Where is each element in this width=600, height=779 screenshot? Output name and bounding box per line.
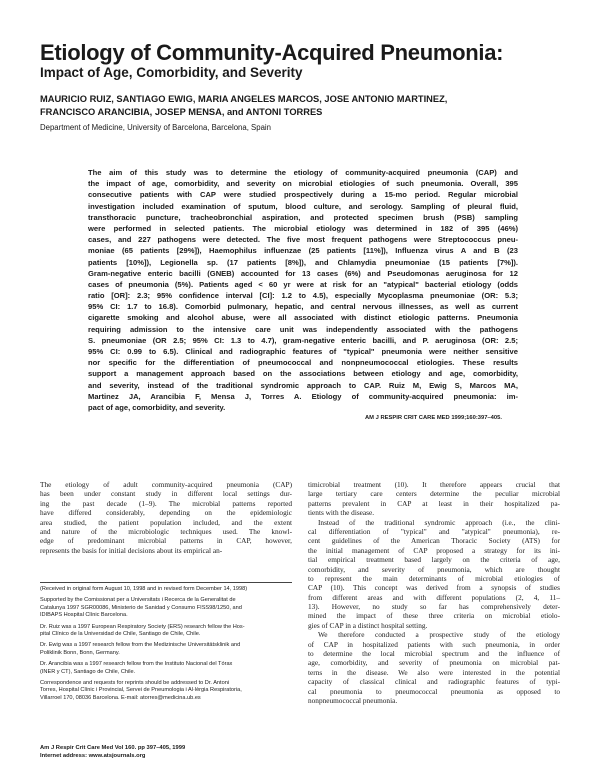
abstract-line: ratio [OR]: 2.3; 95% confidence interval [CI]: 1.2 to 4.5), especially Mycoplasma pneumoniae (OR: 5.3; (88, 291, 518, 301)
article-subtitle: Impact of Age, Comorbidity, and Severity (40, 65, 303, 80)
article-title: Etiology of Community-Acquired Pneumonia: (40, 40, 504, 65)
body-line: tients with the disease. (308, 508, 375, 518)
abstract-line: support a management approach based on the associations between etiology and age, comorbidity, (88, 369, 518, 379)
body-line: CAP (10). This concept was derived from a synopsis of studies (308, 583, 560, 593)
body-line: The etiology of adult community-acquired pneumonia (CAP) (40, 480, 292, 489)
body-line: 13). However, no study so far has comprehensively deter- (308, 602, 560, 612)
body-line: area studied, the patient population included, and the extent (40, 517, 292, 527)
footnote-line: IDIBAPS Hospital Clínic Barcelona. (40, 612, 128, 619)
abstract-line: cases, and 227 pathogens were detected. The five most frequent pathogens were Streptococcus pneu- (88, 235, 518, 245)
journal-url: Internet address: www.atsjournals.org (40, 752, 146, 759)
footnote (40, 586, 292, 593)
footnote-line: Supported by the Comissionat per a Universitats i Recerca de la Generalitat de (40, 597, 236, 604)
footnote (40, 624, 292, 639)
body-line: Instead of the traditional syndromic approach (i.e., the clini- (318, 517, 560, 527)
abstract-line: consecutive patients with CAP were studied prospectively during a 15-mo period. Regular microbial (88, 190, 518, 200)
abstract-line: transthoracic puncture, tracheobronchial aspiration, and protected specimen brush (PSB) sampling (88, 212, 518, 222)
footnote (40, 597, 292, 619)
footnote-line: Dr. Arancibia was a 1997 research fellow from the Instituto Nacional del Tórax (40, 661, 233, 668)
abstract-line: moniae (65 patients [29%]), Haemophilus influenzae (25 patients [11%]), Influenza virus A and B (23 (88, 246, 518, 256)
footnote-line: Catalunya 1997 SGR00086, Ministerio de Sanidad y Consumo FISS98/1250, and (40, 604, 242, 611)
abstract-line: and severity, instead of the traditional syndromic approach to CAP. Ruiz M, Ewig S, Marcos MA, (88, 380, 518, 390)
body-line: large tertiary care centers determine the peculiar microbial (308, 489, 560, 499)
body-line: cal differentiation of "typical" and "atypical" pneumonia), re- (308, 526, 560, 536)
footnote-line: Torres, Hospital Clínic i Provincial, Servei de Pneumologia i Al·lèrgia Respiratoria, (40, 687, 242, 694)
abstract-line: the impact of age, comorbidity, and severity on microbial etiologies of such pneumonia. Overall, 395 (88, 179, 518, 189)
body-line: has been under constant study in different local settings dur- (40, 489, 292, 499)
abstract-line: patients [10%]), Legionella sp. (17 patients [8%]), and Chlamydia pneumoniae (15 patients [7%]). (88, 257, 518, 267)
abstract-line: were performed in selected patients. The microbial etiology was determined in 182 of 395 (46%) (88, 223, 518, 233)
footnote-line: Dr. Ruiz was a 1997 European Respiratory Society (ERS) research fellow the Hos- (40, 623, 245, 630)
footnote-line: Dr. Ewig was a 1997 research fellow from the Medizinische Universitätsklinik and (40, 642, 241, 649)
body-line: the initial management of CAP proposed a strategy for its ini- (308, 545, 560, 555)
body-line: tial empirical treatment based largely on the criteria of age, (308, 555, 560, 565)
footnote-line: Correspondence and requests for reprints should be addressed to Dr. Antoni (40, 679, 230, 686)
body-line: patterns prevalent in CAP at least in their hospitalized pa- (308, 498, 560, 508)
abstract-line: 95% CI: 1.7 to 16.8). Comorbid pulmonary, hepatic, and central nervous illnesses, as well as current (88, 302, 518, 312)
journal-info (40, 745, 292, 760)
body-line: We therefore conducted a prospective study of the etiology (318, 630, 560, 640)
author-list (40, 93, 570, 118)
author-line: FRANCISCO ARANCIBIA, JOSEP MENSA, and ANTONI TORRES (40, 106, 323, 117)
body-line: from different areas and with different populations (2, 4, 11– (308, 592, 560, 602)
body-column-left (40, 480, 292, 555)
abstract-line: cigarette smoking and alcohol abuse, were all associated with distinct etiologic patterns. Pneumonia (88, 313, 518, 323)
abstract-line: 95% CI: 0.99 to 6.5). Clinical and radiographic features of "typical" pneumonia were neither sensitive (88, 347, 518, 356)
body-line: mined the impact of these three criteria on microbial etiolo- (308, 611, 560, 621)
abstract-line: Gram-negative enteric bacilli (GNEB) accounted for 13 cases (6%) and Pseudomonas aeruginosa for 12 (88, 268, 518, 278)
body-line: gies of CAP in a distinct hospital setting. (308, 620, 428, 630)
body-line: terns in the disease. We also were interested in the potential (308, 667, 560, 677)
footnote-line: Poliklinik Bonn, Bonn, Germany. (40, 649, 120, 656)
abstract-line: cases of pneumonia (5%). Patients aged < 60 yr were at risk for an "atypical" bacterial etiology (odds (88, 279, 518, 289)
body-line: represents the basis for initial decisions about its empirical an- (40, 545, 223, 555)
body-line: edge of predominant microbial patterns in CAP, however, (40, 536, 292, 546)
abstract-line: The aim of this study was to determine the etiology of community-acquired pneumonia (CAP) and (88, 168, 518, 177)
footnote-line: Villarroel 170, 08036 Barcelona. E-mail: atorres@medicina.ub.es (40, 694, 201, 701)
footnotes (40, 586, 292, 706)
body-line: and nature of the microbiologic techniques used. The knowl- (40, 526, 292, 536)
body-line: capacity of classical clinical and radiographic features of typi- (308, 677, 560, 687)
body-line: to represent the main determinants of microbial etiologies of (308, 573, 560, 583)
footnote (40, 642, 292, 657)
footnote-divider (40, 582, 292, 583)
abstract-line: requiring admission to the intensive care unit was independently associated with the pathogens (88, 324, 518, 334)
body-line: timicrobial treatment (10). It therefore appears crucial that (308, 480, 560, 489)
body-line: have differed considerably, depending on the epidemiologic (40, 508, 292, 518)
body-line: nonpneumococcal pneumonia. (308, 695, 398, 705)
abstract-line: Martinez JA, Arancibia F, Mensa J, Torres A. Etiology of community-acquired pneumonia: im- (88, 391, 518, 401)
abstract-line: investigation included examination of sputum, blood culture, and serology. Sampling of pleural fluid, (88, 201, 518, 211)
journal-volume: Am J Respir Crit Care Med Vol 160. pp 397–405, 1999 (40, 745, 186, 751)
body-column-right (308, 480, 560, 705)
body-line: age, comorbidity, and severity of pneumonia on microbial pat- (308, 658, 560, 668)
affiliation: Department of Medicine, University of Barcelona, Barcelona, Spain (40, 123, 271, 132)
footnote-line: (INER y CT), Santiago de Chile, Chile. (40, 668, 136, 675)
abstract-line: pact of age, comorbidity, and severity. (88, 402, 226, 412)
body-line: of CAP in hospitalized patients with such pneumonia, in order (308, 639, 560, 649)
body-line: cal pneumonia to pneumococcal pneumonia as opposed to (308, 686, 560, 696)
body-line: to determine the local microbial spectrum and the influence of (308, 649, 560, 659)
abstract-line: S. pneumoniae (OR 2.5; 95% CI: 1.3 to 4.7), gram-negative enteric bacilli, and P. aeruginosa (OR: 2.5; (88, 335, 518, 345)
footnote-line: pital Clínico de la Universidad de Chile, Santiago de Chile, Chile. (40, 630, 201, 637)
body-line: ing the past decade (1–9). The microbial patterns reported (40, 498, 292, 508)
body-line: cent guidelines of the American Thoracic Society (ATS) for (308, 536, 560, 546)
abstract-line: nor specific for the differentiation of pneumococcal and nonpneumococcal etiologies. These results (88, 358, 518, 368)
author-line: MAURICIO RUIZ, SANTIAGO EWIG, MARIA ANGELES MARCOS, JOSE ANTONIO MARTINEZ, (40, 94, 448, 104)
abstract (88, 167, 518, 413)
footnote (40, 680, 292, 702)
journal-citation: AM J RESPIR CRIT CARE MED 1999;160:397–405. (365, 415, 502, 421)
footnote (40, 661, 292, 676)
footnote-line: (Received in original form August 10, 1998 and in revised form December 14, 1998) (40, 586, 248, 592)
body-line: comorbidity, and severity of pneumonia, which are thought (308, 564, 560, 574)
